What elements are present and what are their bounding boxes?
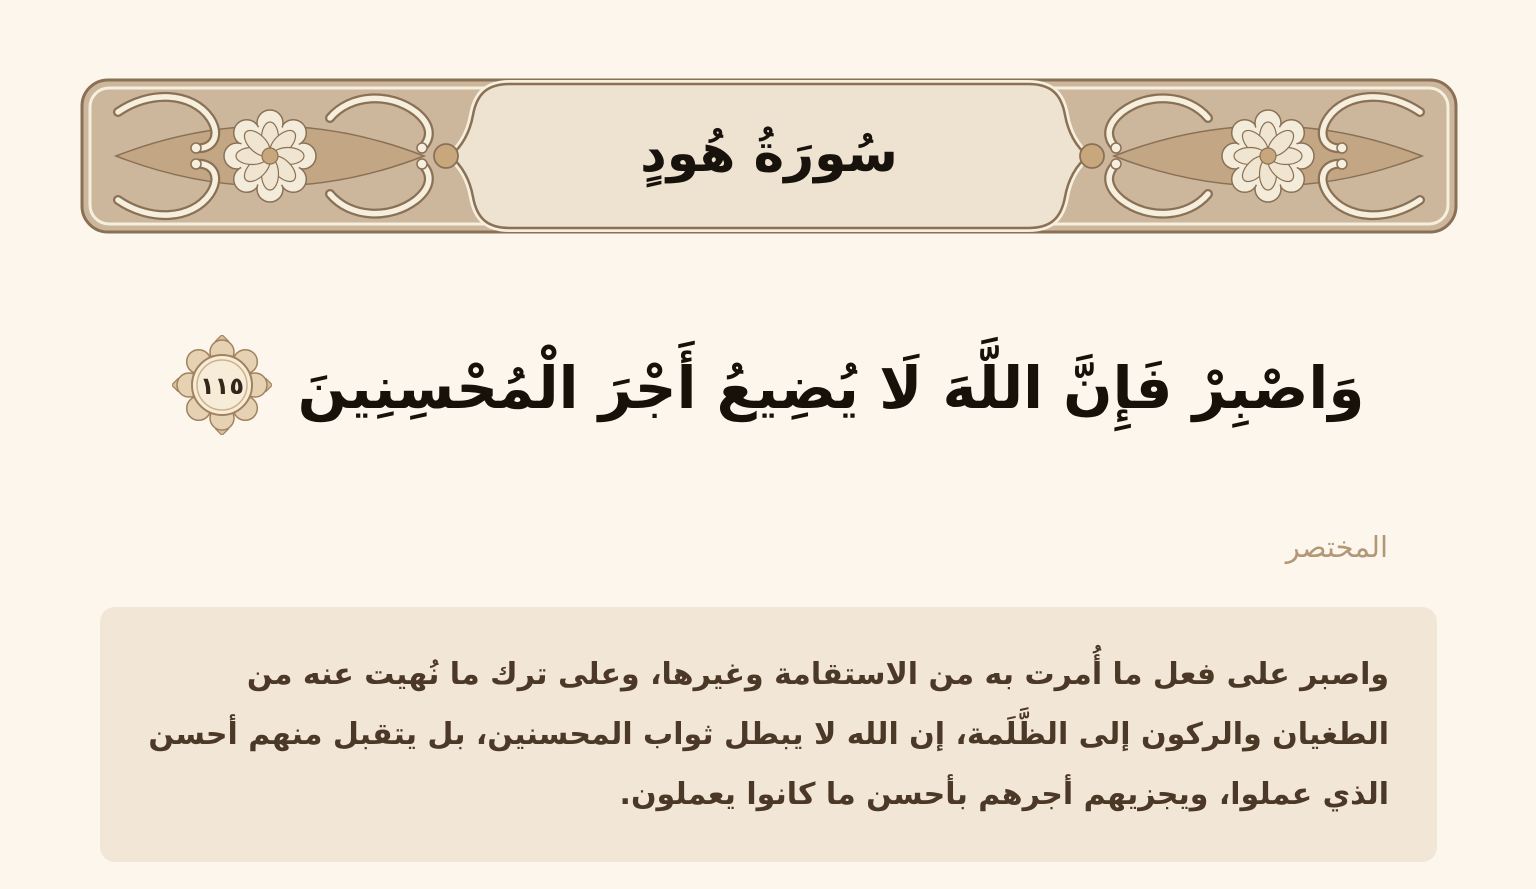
tafsir-panel <box>100 607 1437 862</box>
ornamental-header-band <box>80 78 1458 234</box>
tafsir-text: واصبر على فعل ما أُمرت به من الاستقامة وغيرها، وعلى ترك ما نُهيت عنه من الطغيان والركون إلى الظَّلَمة، إن الله لا يبطل ثواب المحسنين، بل يتقبل منهم أحسن الذي عملوا، ويجزيهم أجرهم بأحسن ما كانوا يعملون. <box>148 656 1389 812</box>
verse-number-medallion <box>172 335 272 435</box>
verse-row <box>0 292 1536 477</box>
verse-text: وَاصْبِرْ فَإِنَّ اللَّهَ لَا يُضِيعُ أَجْرَ الْمُحْسِنِينَ <box>297 353 1365 422</box>
tafsir-source-label: المختصر <box>1285 530 1388 564</box>
surah-title: سُورَةُ هُودٍ <box>640 124 898 184</box>
verse-number: ١١٥ <box>199 371 244 400</box>
